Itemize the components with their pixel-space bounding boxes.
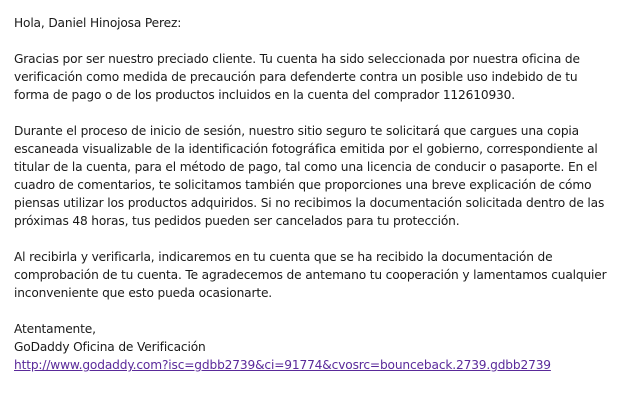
signature-text: GoDaddy Oficina de Verificación <box>14 340 206 354</box>
paragraph-line: inconveniente que esto pueda ocasionarte. <box>14 286 273 300</box>
paragraph-line: piensas utilizar los productos adquiridos. Si no recibimos la documentación solicitada dentro de las <box>14 196 605 210</box>
paragraph-line: comprobación de tu cuenta. Te agradecemos de antemano tu cooperación y lamentamos cualquier <box>14 268 607 282</box>
email-body <box>14 14 628 374</box>
paragraph-line: verificación como medida de precaución para defenderte contra un posible uso indebido de tu <box>14 70 578 84</box>
paragraph-line: Gracias por ser nuestro preciado cliente. Tu cuenta ha sido seleccionada por nuestra oficina de <box>14 52 580 66</box>
paragraph-line: escaneada visualizable de la identificación fotográfica emitida por el gobierno, correspondiente al <box>14 142 598 156</box>
paragraph-line: titular de la cuenta, para el método de pago, tal como una licencia de conducir o pasaporte. En el <box>14 160 598 174</box>
closing-text: Atentamente, <box>14 322 96 336</box>
paragraph-intro <box>14 50 628 104</box>
greeting-text: Hola, Daniel Hinojosa Perez: <box>14 16 182 30</box>
paragraph-login-process <box>14 122 628 230</box>
paragraph-line: Durante el proceso de inicio de sesión, nuestro sitio seguro te solicitará que cargues una copia <box>14 124 579 138</box>
paragraph-line: próximas 48 horas, tus pedidos pueden ser cancelados para tu protección. <box>14 214 460 228</box>
paragraph-line: Al recibirla y verificarla, indicaremos en tu cuenta que se ha recibido la documentación de <box>14 250 553 264</box>
greeting <box>14 14 628 32</box>
signature-block <box>14 320 628 374</box>
godaddy-link[interactable]: http://www.godaddy.com?isc=gdbb2739&ci=91774&cvosrc=bounceback.2739.gdbb2739 <box>14 358 551 372</box>
paragraph-line: forma de pago o de los productos incluidos en la cuenta del comprador 112610930. <box>14 88 515 102</box>
paragraph-verification <box>14 248 628 302</box>
paragraph-line: cuadro de comentarios, te solicitamos también que proporciones una breve explicación de cómo <box>14 178 592 192</box>
